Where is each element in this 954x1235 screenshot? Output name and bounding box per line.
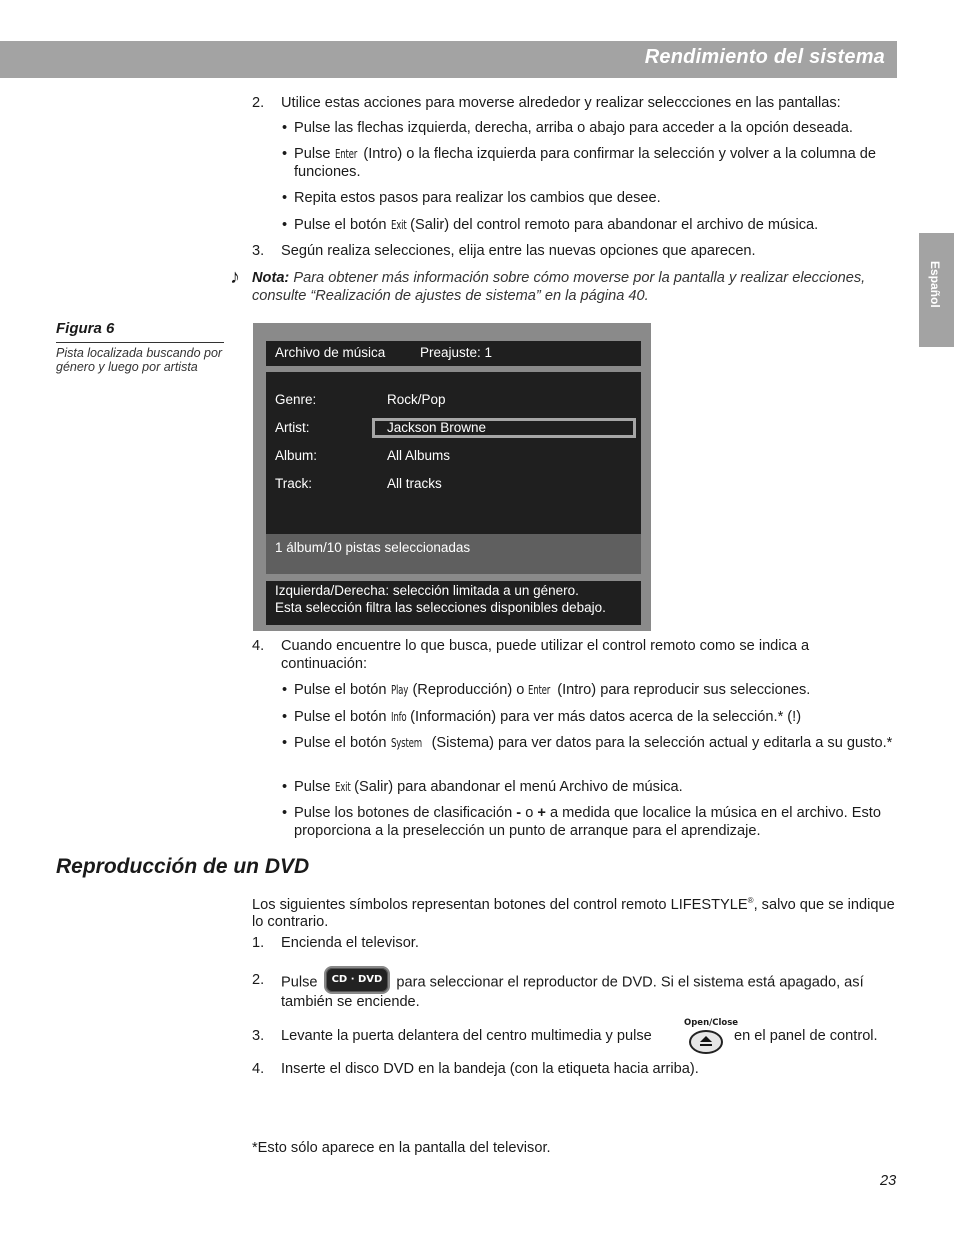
section-intro: Los siguientes símbolos representan botones del control remoto LIFESTYLE®, salvo que se indique lo contrario.	[252, 896, 895, 931]
header-bar	[0, 41, 897, 78]
step-text: Inserte el disco DVD en la bandeja (con la etiqueta hacia arriba).	[281, 1061, 699, 1077]
step-number: 2.	[252, 95, 265, 111]
menu-value: All Albums	[387, 448, 451, 463]
screen-menu	[266, 372, 641, 534]
step-text: Pulse CD · DVD para seleccionar el reproductor de DVD. Si el sistema está apagado, así también se enciende.	[281, 972, 896, 1011]
menu-value: Rock/Pop	[387, 392, 446, 407]
step-text: Según realiza selecciones, elija entre las nuevas opciones que aparecen.	[281, 243, 756, 259]
page-section-title: Rendimiento del sistema	[644, 46, 885, 68]
list-item: • Pulse Enter (Intro) o la flecha izquierda para confirmar la selección y volver a la columna de funciones.	[294, 146, 897, 181]
step-text-tail: en el panel de control.	[734, 1028, 878, 1044]
list-item: • Pulse Exit (Salir) para abandonar el menú Archivo de música.	[294, 779, 897, 797]
menu-key: Genre:	[275, 392, 317, 407]
screen-header	[266, 341, 641, 366]
step-number: 3.	[252, 243, 265, 259]
figure-label: Figura 6	[56, 320, 115, 337]
open-close-label: Open/Close	[684, 1018, 739, 1028]
menu-value: All tracks	[387, 476, 442, 491]
screen-preset: Preajuste: 1	[420, 345, 493, 360]
language-tab	[919, 233, 954, 347]
list-item: • Pulse el botón Info (Información) para ver más datos acerca de la selección.* (!)	[294, 709, 897, 727]
music-note-icon: ♪	[230, 266, 240, 288]
list-item: • Pulse el botón Exit (Salir) del control remoto para abandonar el archivo de música.	[294, 217, 897, 235]
list-item: • Pulse las flechas izquierda, derecha, arriba o abajo para acceder a la opción deseada.	[294, 120, 897, 138]
step-text: Levante la puerta delantera del centro multimedia y pulse	[281, 1028, 652, 1044]
list-item: • Repita estos pasos para realizar los cambios que desee.	[294, 190, 897, 208]
screen-hint: Izquierda/Derecha: selección limitada a un género. Esta selección filtra las selecciones disponibles debajo.	[266, 581, 641, 625]
step-number: 2.	[252, 972, 265, 988]
figure-caption: Pista localizada buscando por género y luego por artista	[56, 346, 223, 374]
screen-status: 1 álbum/10 pistas seleccionadas	[266, 534, 641, 574]
menu-key: Track:	[275, 476, 312, 491]
step-text: Encienda el televisor.	[281, 935, 419, 951]
step-number: 3.	[252, 1028, 265, 1044]
language-tab-label: Español	[928, 261, 942, 308]
note-text: Nota: Para obtener más información sobre cómo moverse por la pantalla y realizar elecciones, consulte “Realización de ajustes de sistema” en la página 40.	[252, 270, 866, 304]
step-text: Cuando encuentre lo que busca, puede utilizar el control remoto como se indica a continuación:	[281, 638, 810, 672]
list-item: • Pulse el botón Play (Reproducción) o Enter (Intro) para reproducir sus selecciones.	[294, 682, 897, 700]
section-heading: Reproducción de un DVD	[56, 855, 310, 878]
menu-value: Jackson Browne	[387, 420, 487, 435]
cd-dvd-button-icon: CD · DVD	[324, 966, 391, 994]
list-item: • Pulse los botones de clasificación - o + a medida que localice la música en el archivo. Esto proporciona a la preselección un punto de arranque para el aprendizaje.	[294, 805, 897, 840]
enter-key-label: Enter	[334, 147, 357, 161]
menu-key: Artist:	[275, 420, 310, 435]
page-number: 23	[880, 1173, 897, 1189]
step-text: Utilice estas acciones para moverse alrededor y realizar seleccciones en las pantallas:	[281, 95, 841, 111]
list-item: • Pulse el botón System (Sistema) para ver datos para la selección actual y editarla a su gusto.*	[294, 735, 897, 753]
menu-key: Album:	[275, 448, 318, 463]
step-number: 1.	[252, 935, 265, 951]
tv-screen-figure	[253, 323, 651, 631]
exit-key-label: Exit	[390, 218, 407, 232]
eject-icon	[689, 1030, 723, 1054]
step-number: 4.	[252, 638, 265, 654]
step-number: 4.	[252, 1061, 265, 1077]
screen-title: Archivo de música	[275, 345, 386, 360]
figure-rule	[56, 342, 224, 343]
footnote: *Esto sólo aparece en la pantalla del televisor.	[252, 1140, 551, 1156]
open-close-button-icon	[684, 1018, 739, 1054]
